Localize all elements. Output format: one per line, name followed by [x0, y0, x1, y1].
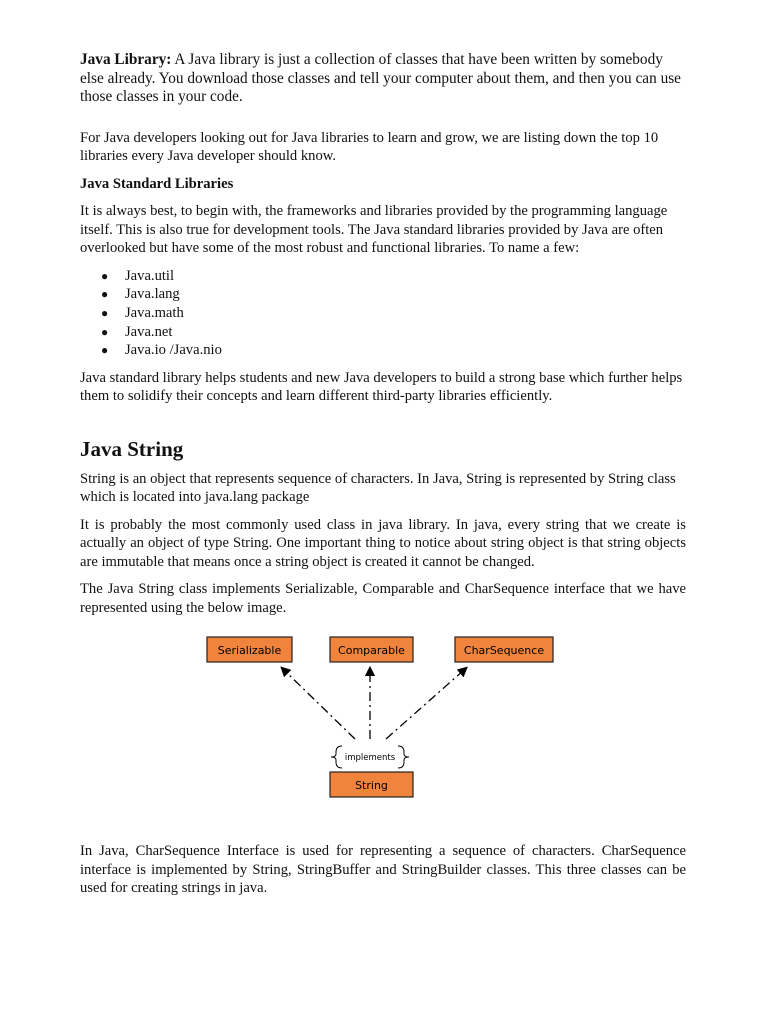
intro-paragraph: [80, 51, 686, 107]
bullet-icon: ●: [101, 268, 109, 283]
list-item: [80, 341, 686, 360]
charsequence-paragraph: In Java, CharSequence Interface is used for representing a sequence of characters. CharSequence interface is implemented by String, StringBuffer and StringBuilder classes. This three classes can be used for creating strings in java.: [80, 843, 686, 897]
string-interfaces-diagram: [80, 627, 686, 827]
bullet-icon: ●: [101, 287, 109, 302]
standard-libraries-heading: Java Standard Libraries: [80, 175, 234, 192]
bullet-icon: ●: [101, 305, 109, 320]
developers-paragraph: For Java developers looking out for Java libraries to learn and grow, we are listing down the top 10 libraries every Java developer should know.: [80, 129, 659, 165]
library-name: Java.math: [125, 304, 184, 321]
string-definition-paragraph: String is an object that represents sequence of characters. In Java, String is represented by String class which is located into java.lang package: [80, 470, 676, 506]
standard-library-benefit-paragraph: Java standard library helps students and new Java developers to build a strong base which further helps them to solidify their concepts and learn different third-party libraries efficiently.: [80, 369, 683, 405]
list-item: [80, 323, 686, 342]
java-string-heading: Java String: [80, 436, 184, 461]
list-item: [80, 304, 686, 323]
intro-text: A Java library is just a collection of classes that have been written by somebody else already. You download those classes and tell your computer about them, and then you can use those classes in your code.: [80, 51, 681, 106]
library-name: Java.util: [125, 267, 175, 284]
comparable-label: Comparable: [338, 644, 405, 658]
library-list: [80, 267, 686, 360]
diagram-canvas: [80, 627, 686, 827]
serializable-label: Serializable: [217, 644, 282, 658]
bullet-icon: ●: [101, 343, 109, 358]
string-interfaces-paragraph: The Java String class implements Serializable, Comparable and CharSequence interface that we have represented using the below image.: [80, 581, 686, 616]
implements-brace: [331, 746, 409, 768]
list-item: [80, 285, 686, 304]
library-name: Java.io /Java.nio: [125, 342, 222, 359]
standard-libraries-paragraph: It is always best, to begin with, the frameworks and libraries provided by the programming language itself. This is also true for development tools. The Java standard libraries provided by Java are often overlooked but have some of the most robust and functional libraries. To name a few:: [80, 203, 668, 257]
charsequence-label: CharSequence: [463, 644, 545, 658]
implements-label: implements: [344, 753, 396, 764]
string-class-label: String: [355, 779, 388, 793]
library-name: Java.net: [125, 323, 173, 340]
bullet-icon: ●: [101, 324, 109, 339]
string-usage-paragraph: It is probably the most commonly used class in java library. In java, every string that we create is actually an object of type String. One important thing to notice about string object is that string objects are immutable that means once a string object is created it cannot be changed.: [80, 516, 686, 570]
list-item: [80, 267, 686, 286]
arrow-to-serializable: [284, 670, 355, 739]
string-class-box: [330, 772, 413, 797]
library-name: Java.lang: [125, 286, 180, 303]
intro-term: Java Library:: [80, 51, 172, 68]
charsequence-box: [455, 637, 553, 662]
comparable-box: [330, 637, 413, 662]
document-page: [80, 51, 686, 898]
serializable-box: [207, 637, 292, 662]
arrow-to-charsequence: [386, 670, 464, 739]
